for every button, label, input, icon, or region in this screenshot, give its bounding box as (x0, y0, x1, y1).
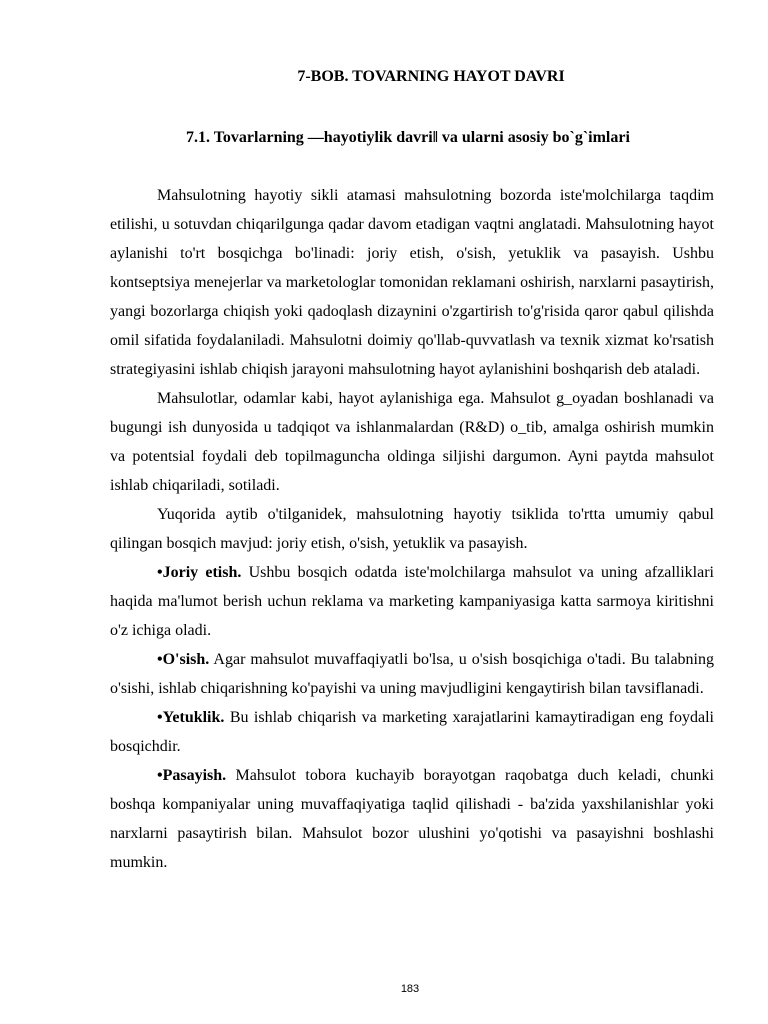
stage-text: Ushbu bosqich odatda iste'molchilarga mahsulot va uning afzalliklari haqida ma'lumot berish uchun reklama va marketing kampaniyasiga katta sarmoya kiritishni o'z ichiga oladi. (110, 564, 714, 639)
page-number: 183 (400, 983, 420, 995)
paragraph-products: Mahsulotlar, odamlar kabi, hayot aylanishiga ega. Mahsulot g_oyadan boshlanadi va bugungi ish dunyosida u tadqiqot va ishlanmalardan (R&D) o_tib, amalga oshirish mumkin va potentsial foydali deb topilmaguncha oldinga siljishi dargumon. Ayni paytda mahsulot ishlab chiqariladi, sotiladi. (110, 390, 714, 494)
paragraph-stages-overview: Yuqorida aytib o'tilganidek, mahsulotning hayotiy tsiklida to'rtta umumiy qabul qilingan bosqich mavjud: joriy etish, o'sish, yetuklik va pasayish. (110, 506, 714, 552)
stage-item-growth (110, 645, 714, 703)
stage-item-decline (110, 761, 714, 877)
body-text (110, 181, 714, 877)
stage-text: Bu ishlab chiqarish va marketing xarajatlarini kamaytiradigan eng foydali bosqichdir. (110, 709, 714, 755)
stage-label: •Joriy etish. (157, 564, 242, 581)
chapter-title: 7-BOB. TOVARNING HAYOT DAVRI (297, 68, 565, 85)
section-title: 7.1. Tovarlarning —hayotiylik davri‖ va ularni asosiy bo`g`imlari (186, 129, 630, 146)
stage-text: Agar mahsulot muvaffaqiyatli bo'lsa, u o'sish bosqichiga o'tadi. Bu talabning o'sishi, ishlab chiqarishning ko'payishi va uning mavjudligini kengaytirish bilan tavsiflanadi. (110, 651, 714, 697)
stage-label: •O'sish. (157, 651, 210, 668)
paragraph-intro: Mahsulotning hayotiy sikli atamasi mahsulotning bozorda iste'molchilarga taqdim etilishi, u sotuvdan chiqarilgunga qadar davom etadigan vaqtni anglatadi. Mahsulotning hayot aylanishi to'rt bosqichga bo'linadi: joriy etish, o'sish, yetuklik va pasayish. Ushbu kontseptsiya menejerlar va marketologlar tomonidan reklamani oshirish, narxlarni pasaytirish, yangi bozorlarga chiqish yoki qadoqlash dizaynini o'zgartirish to'g'risida qaror qabul qilishda omil sifatida foydalaniladi. Mahsulotni doimiy qo'llab-quvvatlash va texnik xizmat ko'rsatish strategiyasini ishlab chiqish jarayoni mahsulotning hayot aylanishini boshqarish deb ataladi. (110, 187, 714, 378)
stage-item-maturity (110, 703, 714, 761)
stage-label: •Pasayish. (157, 767, 227, 784)
stage-text: Mahsulot tobora kuchayib borayotgan raqobatga duch keladi, chunki boshqa kompaniyalar uning muvaffaqiyatiga taqlid qilishadi - ba'zida yaxshilanishlar yoki narxlarni pasaytirish bilan. Mahsulot bozor ulushini yo'qotishi va pasayishni boshlashi mumkin. (110, 767, 714, 871)
stage-label: •Yetuklik. (157, 709, 225, 726)
stage-item-introduction (110, 558, 714, 645)
